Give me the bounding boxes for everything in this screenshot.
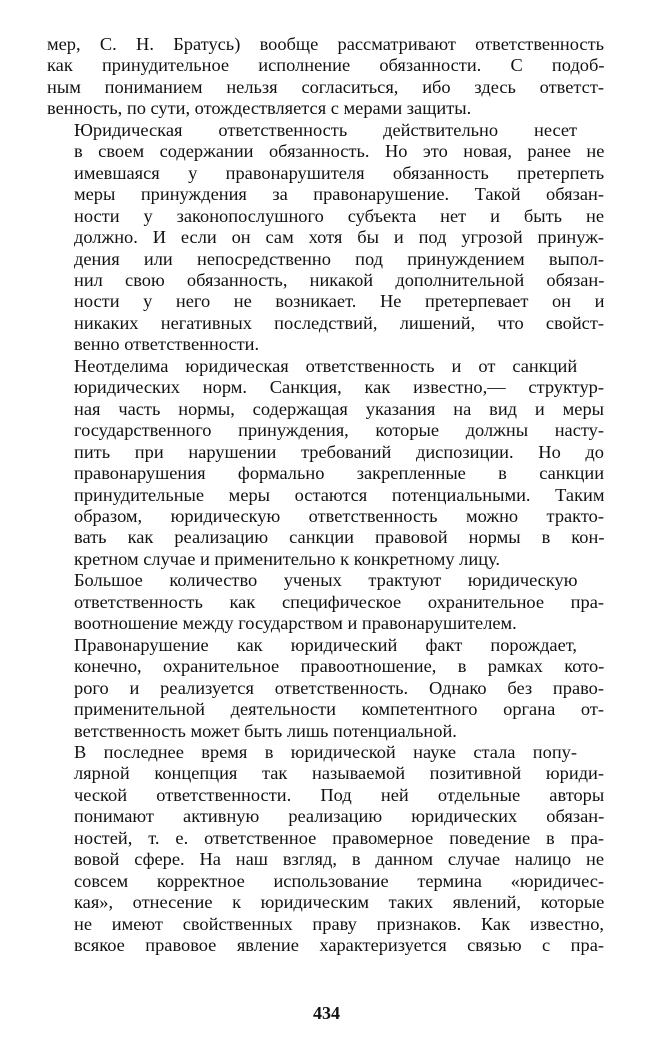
paragraph-6 [47,742,604,957]
text-line: пить при нарушении требований диспозиции. Но до [74,441,604,462]
paragraph-2 [47,120,604,356]
text-line: совсем корректное использование термина «юридичес- [74,870,604,891]
text-line: мер, С. Н. Братусь) вообще рассматривают ответственность [47,34,604,54]
text-line: меры принуждения за правонарушение. Такой обязан- [74,184,604,205]
paragraph-5 [47,635,604,742]
text-line: должно. И если он сам хотя бы и под угрозой принуж- [74,227,605,248]
page-body [47,34,604,956]
text-line: в своем содержании обязанность. Но это новая, ранее не [74,141,605,162]
text-line: государственного принуждения, которые должны насту- [74,420,604,441]
text-line: Неотделима юридическая ответственность и от санкций [74,355,578,376]
text-line: применительной деятельности компетентного органа от- [74,699,604,720]
paragraph-4 [47,570,604,634]
text-line: вовой сфере. На наш взгляд, в данном случае налицо не [74,849,604,870]
text-line: правонарушения формально закрепленные в санкции [74,463,605,484]
text-line: юридических норм. Санкция, как известно,— структур- [74,377,604,398]
text-line: ности у него не возникает. Не претерпевает он и [74,291,605,312]
text-line: конечно, охранительное правоотношение, в рамках кото- [74,656,605,677]
text-line: воотношение между государством и правонарушителем. [74,613,517,634]
paragraph-3 [47,356,604,571]
text-line: рого и реализуется ответственность. Однако без право- [74,677,604,698]
text-line: ным пониманием нельзя согласиться, ибо здесь ответст- [47,76,604,97]
text-line: Большое количество ученых трактуют юридическую [74,570,578,591]
text-line: вать как реализацию санкции правовой нормы в кон- [74,527,605,548]
text-line: дения или непосредственно под принуждением выпол- [74,248,604,269]
text-line: ответственность как специфическое охранительное пра- [74,591,604,612]
text-line: нил свою обязанность, никакой дополнительной обязан- [74,269,605,290]
text-line: как принудительное исполнение обязанности. С подоб- [47,55,605,76]
text-line: понимают активную реализацию юридических обязан- [74,806,605,827]
text-line: венность, по сути, отождествляется с мерами защиты. [47,98,472,119]
text-line: принудительные меры остаются потенциальными. Таким [74,484,605,505]
paragraph-1 [47,34,604,120]
page-number: 434 [313,1003,340,1023]
text-line: венно ответственности. [74,334,260,355]
text-line: ностей, т. е. ответственное правомерное поведение в пра- [74,827,604,848]
text-line: В последнее время в юридической науке стала попу- [74,741,577,762]
text-line: ветственность может быть лишь потенциальной. [74,720,457,741]
text-line: Юридическая ответственность действительно несет [74,119,578,140]
text-line: лярной концепция так называемой позитивной юриди- [74,763,604,784]
text-line: ная часть нормы, содержащая указания на вид и меры [74,398,604,419]
text-line: образом, юридическую ответственность можно тракто- [74,505,604,526]
text-line: ности у законопослушного субъекта нет и быть не [74,205,604,226]
text-line: имевшаяся у правонарушителя обязанность претерпеть [74,162,605,183]
text-line: никаких негативных последствий, лишений, что свойст- [74,312,604,333]
text-line: Правонарушение как юридический факт порождает, [74,634,577,655]
text-line: не имеют свойственных праву признаков. Как известно, [74,913,605,934]
text-line: ческой ответственности. Под ней отдельные авторы [74,784,605,805]
text-line: кретном случае и применительно к конкретному лицу. [74,548,500,569]
text-line: кая», отнесение к юридическим таких явлений, которые [74,892,605,913]
text-line: всякое правовое явление характеризуется связью с пра- [74,935,604,956]
